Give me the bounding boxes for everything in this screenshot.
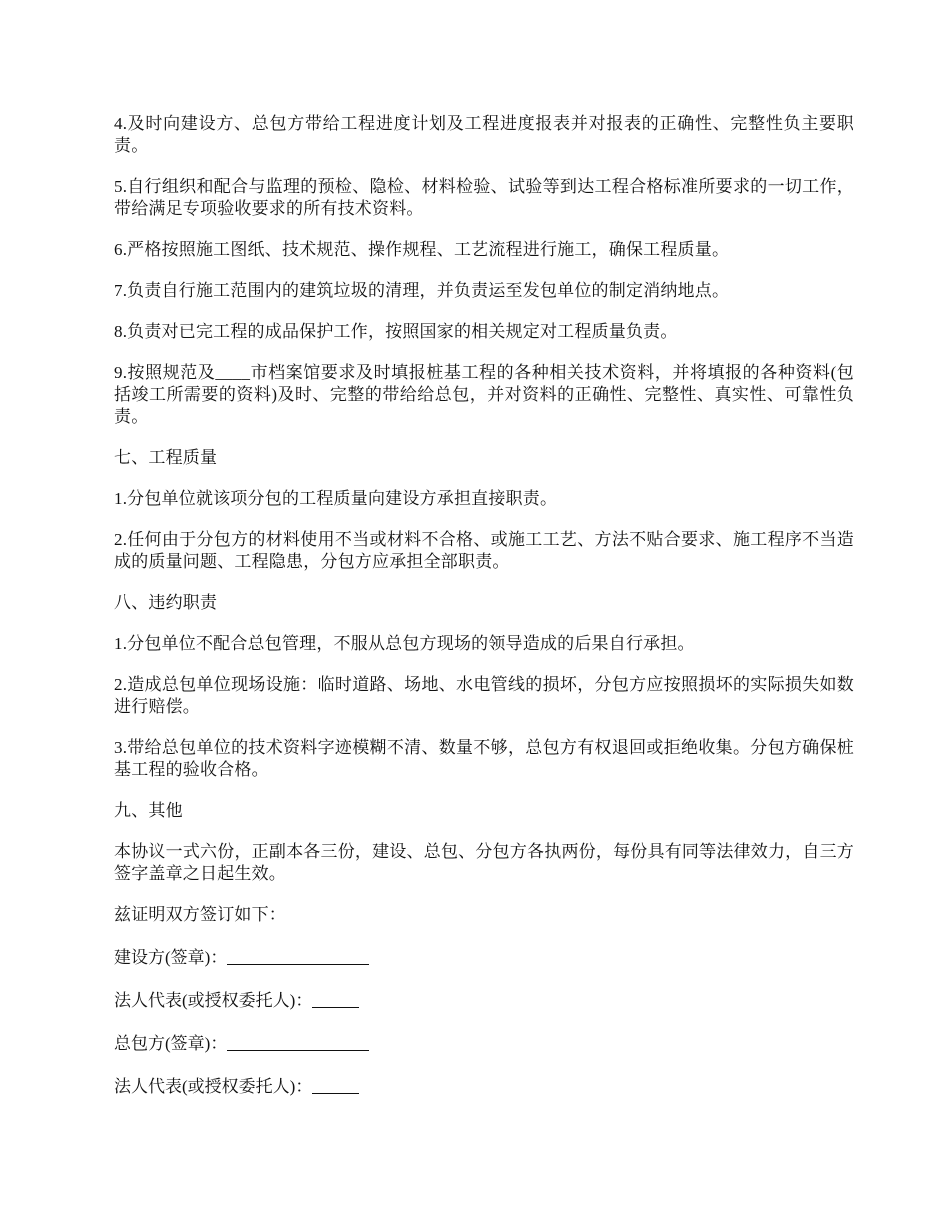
signature-line-owner-rep [114,988,854,1012]
signature-blank[interactable] [227,947,369,965]
clause-7: 7.负责自行施工范围内的建筑垃圾的清理，并负责运至发包单位的制定消纳地点。 [114,281,730,300]
breach-clause-2: 2.造成总包单位现场设施：临时道路、场地、水电管线的损坏，分包方应按照损坏的实际损失如数进行赔偿。 [114,675,854,716]
signature-blank[interactable] [312,1076,359,1094]
quality-clause-1: 1.分包单位就该项分包的工程质量向建设方承担直接职责。 [114,489,558,508]
other-clause-copies: 本协议一式六份，正副本各三份，建设、总包、分包方各执两份，每份具有同等法律效力，自三方签字盖章之日起生效。 [114,842,854,883]
signature-label: 法人代表(或授权委托人)： [114,991,313,1010]
breach-clause-1: 1.分包单位不配合总包管理，不服从总包方现场的领导造成的后果自行承担。 [114,634,695,653]
clause-5: 5.自行组织和配合与监理的预检、隐检、材料检验、试验等到达工程合格标准所要求的一切工作，带给满足专项验收要求的所有技术资料。 [114,177,854,218]
signature-blank[interactable] [227,1033,369,1051]
section-heading-quality: 七、工程质量 [114,448,218,467]
section-heading-other: 九、其他 [114,801,183,820]
clause-4: 4.及时向建设方、总包方带给工程进度计划及工程进度报表并对报表的正确性、完整性负主要职责。 [114,114,854,155]
signature-line-contractor [114,1031,854,1055]
signature-blank[interactable] [312,990,359,1008]
signature-label: 法人代表(或授权委托人)： [114,1077,313,1096]
section-heading-breach: 八、违约职责 [114,593,218,612]
breach-clause-3: 3.带给总包单位的技术资料字迹模糊不清、数量不够，总包方有权退回或拒绝收集。分包方确保桩基工程的验收合格。 [114,738,854,779]
clause-8: 8.负责对已完工程的成品保护工作，按照国家的相关规定对工程质量负责。 [114,322,678,341]
signature-label: 建设方(签章)： [114,948,228,967]
quality-clause-2: 2.任何由于分包方的材料使用不当或材料不合格、或施工工艺、方法不贴合要求、施工程序不当造成的质量问题、工程隐患，分包方应承担全部职责。 [114,530,854,571]
document-body [114,113,854,1117]
witness-statement: 兹证明双方签订如下： [114,905,286,924]
clause-9: 9.按照规范及____市档案馆要求及时填报桩基工程的各种相关技术资料，并将填报的各种资料(包括竣工所需要的资料)及时、完整的带给给总包，并对资料的正确性、完整性、真实性、可靠性负责。 [114,363,854,426]
signature-line-contractor-rep [114,1074,854,1098]
clause-6: 6.严格按照施工图纸、技术规范、操作规程、工艺流程进行施工，确保工程质量。 [114,240,730,259]
signature-label: 总包方(签章)： [114,1034,228,1053]
signature-line-owner [114,945,854,969]
